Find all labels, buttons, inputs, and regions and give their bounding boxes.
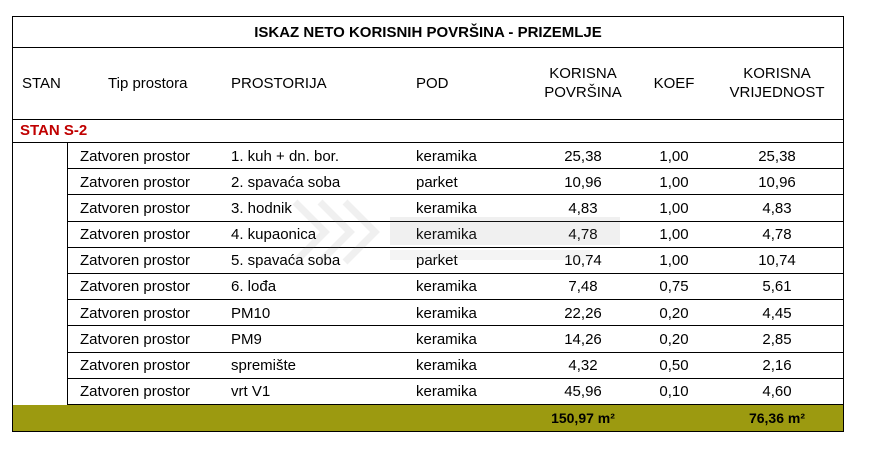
table-row: [13, 353, 843, 379]
header-kp-line1: KORISNA: [549, 65, 617, 82]
cell-tip-prostora: Zatvoren prostor: [80, 147, 191, 165]
header-kv-line2: VRIJEDNOST: [729, 84, 825, 101]
header-stan: STAN: [22, 74, 61, 92]
cell-prostorija: 5. spavaća soba: [231, 252, 341, 270]
cell-koef: 1,00: [659, 226, 689, 244]
cell-korisna-povrsina: 10,74: [564, 252, 602, 270]
total-povrsina: 150,97 m²: [551, 410, 615, 426]
cell-tip-prostora: Zatvoren prostor: [80, 357, 191, 374]
table-row: [13, 248, 843, 274]
table-row: [13, 143, 843, 169]
header-prostorija: PROSTORIJA: [231, 74, 327, 92]
cell-pod: keramika: [416, 383, 477, 401]
cell-korisna-vrijednost: 10,96: [758, 173, 796, 191]
cell-korisna-vrijednost: 4,45: [762, 304, 792, 322]
table-row: [13, 326, 843, 352]
cell-korisna-povrsina: 14,26: [564, 330, 602, 348]
area-table: [12, 16, 844, 432]
header-korisna-vrijednost: [710, 47, 844, 119]
cell-tip-prostora: Zatvoren prostor: [80, 252, 191, 270]
cell-tip-prostora: Zatvoren prostor: [80, 199, 191, 217]
table-row: [13, 169, 843, 195]
total-vrijednost: 76,36 m²: [748, 410, 806, 426]
cell-korisna-povrsina: 7,48: [568, 278, 598, 296]
cell-korisna-povrsina: 25,38: [564, 147, 602, 165]
header-kv-line1: KORISNA: [743, 65, 811, 82]
cell-koef: 1,00: [659, 199, 689, 217]
cell-koef: 0,20: [659, 330, 689, 348]
cell-pod: parket: [416, 252, 458, 270]
cell-korisna-vrijednost: 10,74: [758, 252, 796, 270]
cell-korisna-povrsina: 4,83: [568, 199, 598, 217]
cell-pod: keramika: [416, 278, 477, 296]
cell-prostorija: 1. kuh + dn. bor.: [231, 147, 339, 165]
header-kp-line2: POVRŠINA: [544, 84, 622, 101]
cell-koef: 0,20: [659, 304, 689, 322]
cell-tip-prostora: Zatvoren prostor: [80, 304, 191, 322]
cell-prostorija: spremište: [231, 357, 297, 374]
cell-prostorija: PM9: [231, 330, 262, 348]
header-korisna-povrsina: [528, 47, 638, 119]
header-koef: KOEF: [653, 74, 695, 92]
cell-prostorija: 3. hodnik: [231, 199, 292, 217]
table-header: [13, 47, 843, 120]
cell-pod: keramika: [416, 304, 477, 322]
cell-korisna-vrijednost: 25,38: [758, 147, 796, 165]
cell-prostorija: vrt V1: [231, 383, 271, 401]
cell-korisna-povrsina: 10,96: [564, 173, 602, 191]
cell-korisna-povrsina: 45,96: [564, 383, 602, 401]
cell-korisna-vrijednost: 4,83: [762, 199, 792, 217]
cell-koef: 1,00: [659, 173, 689, 191]
cell-pod: parket: [416, 173, 458, 191]
cell-korisna-vrijednost: 2,16: [762, 357, 792, 374]
header-pod: POD: [416, 74, 449, 92]
cell-prostorija: 6. lođa: [231, 278, 277, 296]
cell-tip-prostora: Zatvoren prostor: [80, 226, 191, 244]
cell-prostorija: PM10: [231, 304, 271, 322]
cell-prostorija: 4. kupaonica: [231, 226, 317, 244]
table-body: [13, 143, 843, 405]
cell-koef: 1,00: [659, 147, 689, 165]
cell-korisna-povrsina: 22,26: [564, 304, 602, 322]
cell-koef: 0,10: [659, 383, 689, 401]
cell-tip-prostora: Zatvoren prostor: [80, 383, 191, 401]
cell-pod: keramika: [416, 147, 477, 165]
table-row: [13, 222, 843, 248]
table-row: [13, 379, 843, 405]
cell-tip-prostora: Zatvoren prostor: [80, 173, 191, 191]
cell-korisna-vrijednost: 5,61: [762, 278, 792, 296]
cell-tip-prostora: Zatvoren prostor: [80, 278, 191, 296]
cell-koef: 0,75: [659, 278, 689, 296]
cell-koef: 1,00: [659, 252, 689, 270]
cell-pod: keramika: [416, 226, 477, 244]
cell-korisna-vrijednost: 4,60: [762, 383, 792, 401]
table-row: [13, 195, 843, 221]
cell-pod: keramika: [416, 199, 477, 217]
cell-korisna-povrsina: 4,32: [568, 357, 598, 374]
cell-pod: keramika: [416, 357, 477, 374]
table-row: [13, 274, 843, 300]
cell-korisna-vrijednost: 2,85: [762, 330, 792, 348]
table-row: [13, 300, 843, 326]
cell-korisna-vrijednost: 4,78: [762, 226, 792, 244]
totals-row: [13, 405, 843, 431]
cell-koef: 0,50: [659, 357, 689, 374]
cell-tip-prostora: Zatvoren prostor: [80, 330, 191, 348]
header-tip: Tip prostora: [108, 74, 188, 92]
cell-pod: keramika: [416, 330, 477, 348]
cell-korisna-povrsina: 4,78: [568, 226, 598, 244]
table-title: ISKAZ NETO KORISNIH POVRŠINA - PRIZEMLJE: [13, 17, 843, 48]
group-label-stan: STAN S-2: [13, 119, 843, 143]
cell-prostorija: 2. spavaća soba: [231, 173, 341, 191]
